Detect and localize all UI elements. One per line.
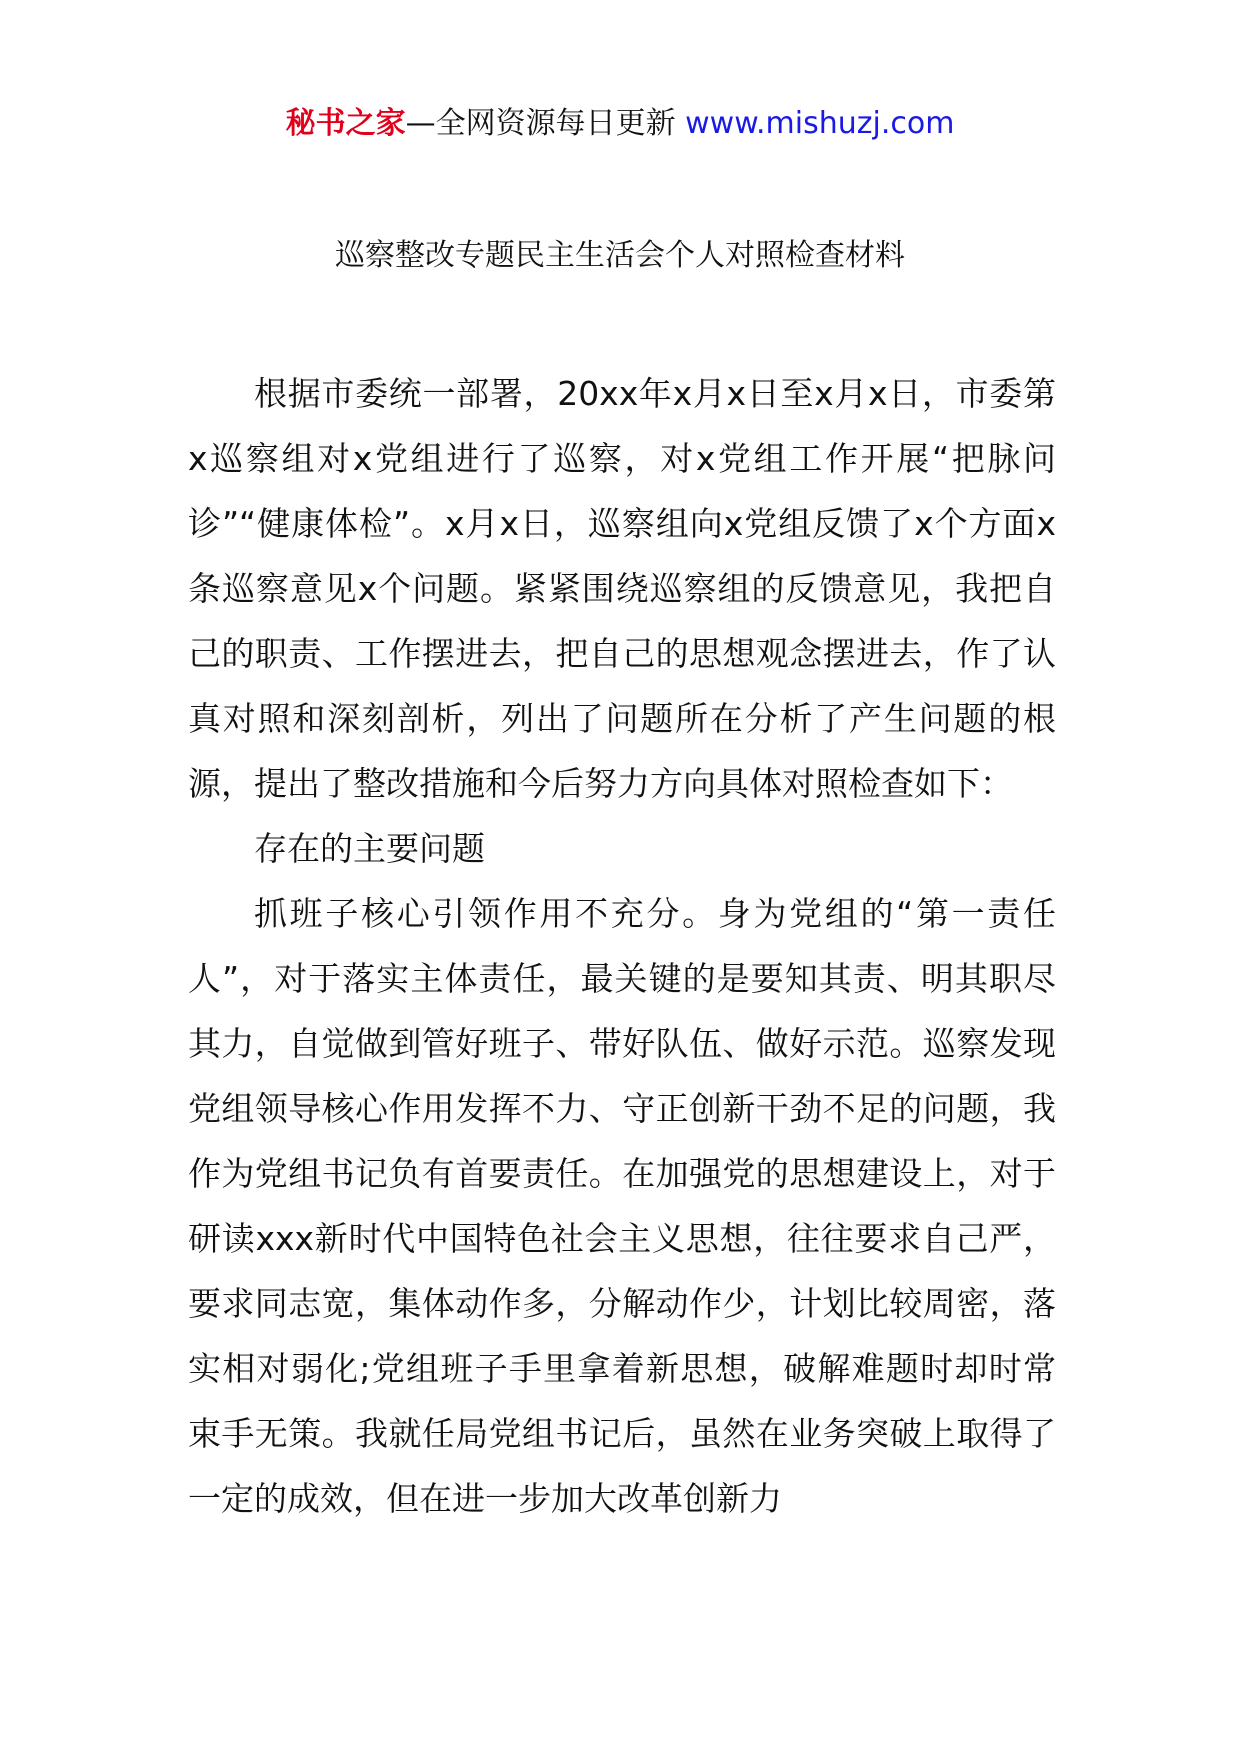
problem-paragraph: 抓班子核心引领作用不充分。身为党组的“第一责任人”，对于落实主体责任，最关键的是要知其责、明其职尽其力，自觉做到管好班子、带好队伍、做好示范。巡察发现党组领导核心作用发挥不力、守正创新干劲不足的问题，我作为党组书记负有首要责任。在加强党的思想建设上，对于研读xxx新时代中国特色社会主义思想，往往要求自己严，要求同志宽，集体动作多，分解动作少，计划比较周密，落实相对弱化;党组班子手里拿着新思想，破解难题时却时常束手无策。我就任局党组书记后，虽然在业务突破上取得了一定的成效，但在进一步加大改革创新力 xyxy=(188,894,1056,1518)
site-url-link[interactable]: www.mishuzj.com xyxy=(685,106,955,141)
brand-name: 秘书之家 xyxy=(285,106,406,141)
document-body xyxy=(188,361,1056,1531)
intro-paragraph: 根据市委统一部署，20xx年x月x日至x月x日，市委第x巡察组对x党组进行了巡察，对x党组工作开展“把脉问诊”“健康体检”。x月x日，巡察组向x党组反馈了x个方面x条巡察意见x个问题。紧紧围绕巡察组的反馈意见，我把自己的职责、工作摆进去，把自己的思想观念摆进去，作了认真对照和深刻剖析，列出了问题所在分析了产生问题的根源，提出了整改措施和今后努力方向具体对照检查如下： xyxy=(188,374,1056,803)
section-heading: 存在的主要问题 xyxy=(254,829,485,868)
document-title: 巡察整改专题民主生活会个人对照检查材料 xyxy=(335,238,905,273)
site-header xyxy=(0,100,1240,148)
header-tagline: —全网资源每日更新 xyxy=(405,106,686,141)
